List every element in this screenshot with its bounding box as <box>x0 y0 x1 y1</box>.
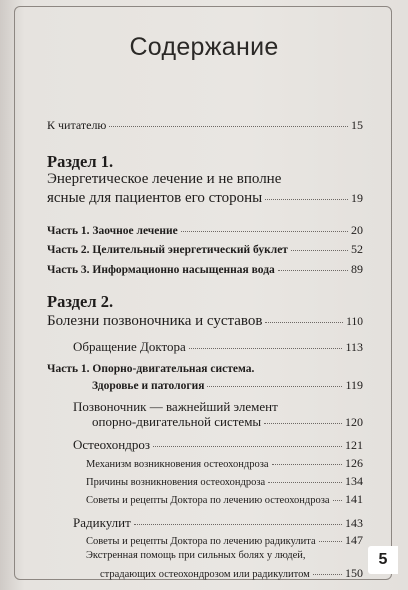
toc-label: Часть 3. Информационно насыщенная вода <box>47 264 275 276</box>
spine-title-line1: Позвоночник — важнейший элемент <box>73 399 278 414</box>
toc-entry-radic-advice <box>86 533 363 548</box>
toc-label: опорно-двигательной системы <box>92 414 262 429</box>
page-number: 5 <box>368 546 398 574</box>
toc-entry-part1-musculoskeletal <box>92 378 363 393</box>
toc-page: 52 <box>351 242 363 256</box>
toc-label: Обращение Доктора <box>73 339 186 354</box>
toc-entry-section1 <box>47 190 363 207</box>
section2-title: Болезни позвоночника и суставов <box>47 313 263 329</box>
toc-label: Часть 1. Заочное лечение <box>47 225 178 237</box>
toc-page: 143 <box>345 516 363 530</box>
toc-entry-radiculitis <box>73 515 363 531</box>
toc-entry-to-reader <box>47 118 363 133</box>
toc-entry-part1 <box>47 223 363 238</box>
leader-dots <box>134 524 342 525</box>
toc-entry-osteochondrosis <box>73 437 363 453</box>
toc-page: 113 <box>345 340 363 354</box>
toc-entry-part2 <box>47 242 363 257</box>
leader-dots <box>313 574 342 575</box>
part1-title-line1: Часть 1. Опорно-двигательная система. <box>47 363 255 375</box>
leader-dots <box>268 482 342 483</box>
section1-heading: Раздел 1. <box>47 152 114 171</box>
toc-page: 121 <box>345 438 363 452</box>
toc-label: Здоровье и патология <box>92 380 205 392</box>
toc-entry-section2 <box>47 313 363 330</box>
toc-entry-osteo-causes <box>86 474 363 489</box>
leader-dots <box>189 348 343 349</box>
leader-dots <box>264 423 342 424</box>
toc-label: Механизм возникновения остеохондроза <box>86 459 269 470</box>
toc-entry-emergency <box>100 566 363 581</box>
leader-dots <box>265 322 343 323</box>
toc-page: 120 <box>345 415 363 429</box>
leader-dots <box>109 126 348 127</box>
leader-dots <box>207 386 342 387</box>
toc-page: 119 <box>345 378 363 392</box>
toc-page: 15 <box>351 118 363 132</box>
page-title: Содержание <box>129 33 279 61</box>
toc-page: 19 <box>351 191 363 205</box>
toc-page: 110 <box>346 316 363 328</box>
section2-heading: Раздел 2. <box>47 292 114 311</box>
toc-page: 126 <box>345 456 363 470</box>
section1-title-line2: ясные для пациентов его стороны <box>47 190 263 206</box>
leader-dots <box>333 500 342 501</box>
toc-label: Советы и рецепты Доктора по лечению остеохондроза <box>86 495 330 506</box>
leader-dots <box>181 231 348 232</box>
toc-page: 147 <box>345 533 363 547</box>
section1-title-line1: Энергетическое лечение и не вполне <box>47 171 282 187</box>
leader-dots <box>319 541 342 542</box>
toc-label: Радикулит <box>73 515 131 530</box>
toc-page: 20 <box>351 223 363 237</box>
toc-entry-osteo-mechanism <box>86 456 363 471</box>
toc-entry-spine <box>92 414 363 430</box>
toc-entry-part3 <box>47 262 363 277</box>
toc-label: страдающих остеохондрозом или радикулитом <box>100 569 310 580</box>
toc-entry-appeal <box>73 339 363 355</box>
toc-page: 134 <box>345 474 363 488</box>
toc-entry-osteo-advice <box>86 492 363 507</box>
leader-dots <box>291 250 348 251</box>
toc-label: Причины возникновения остеохондроза <box>86 477 266 488</box>
toc-page: 89 <box>351 262 363 276</box>
toc-label: Часть 2. Целительный энергетический буклет <box>47 244 288 256</box>
leader-dots <box>272 464 342 465</box>
toc-page: 150 <box>345 566 363 580</box>
toc-label: К читателю <box>47 118 107 132</box>
emergency-title-line1: Экстренная помощь при сильных болях у людей, <box>86 550 306 561</box>
leader-dots <box>278 270 348 271</box>
leader-dots <box>265 199 348 200</box>
toc-page: 141 <box>345 492 363 506</box>
toc-label: Советы и рецепты Доктора по лечению радикулита <box>86 536 316 547</box>
toc-label: Остеохондроз <box>73 437 150 452</box>
leader-dots <box>153 446 342 447</box>
